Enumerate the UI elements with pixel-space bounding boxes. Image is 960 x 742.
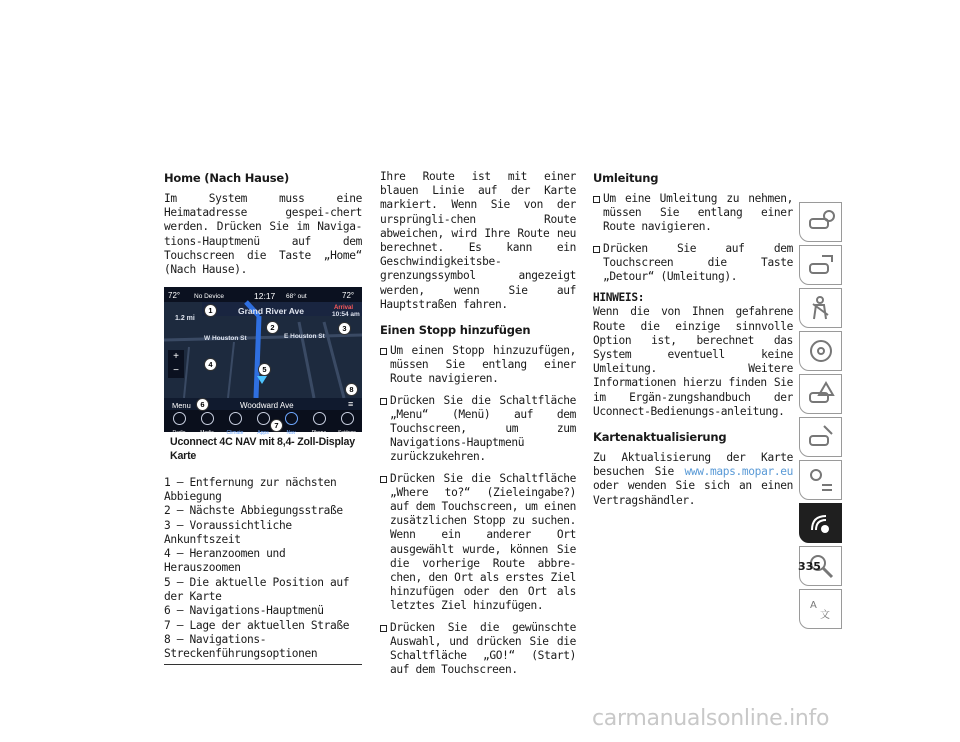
column-left: [164, 170, 362, 665]
tab-starting-operating[interactable]: [799, 331, 842, 371]
tab-servicing[interactable]: [799, 417, 842, 457]
distance-next-turn: 1.2 mi: [175, 315, 195, 323]
multimedia-icon: [808, 510, 834, 536]
heading-home: Home (Nach Hause): [164, 171, 290, 185]
tab-getting-to-know[interactable]: [799, 245, 842, 285]
tab-technical-specs[interactable]: [799, 460, 842, 500]
app-climate[interactable]: Climate: [224, 412, 246, 440]
svg-text:文: 文: [820, 610, 830, 621]
phone-signal-icon: [313, 412, 326, 425]
music-note-icon: [201, 412, 214, 425]
callout-8: 8: [345, 383, 358, 396]
app-apps[interactable]: Apps: [252, 412, 274, 440]
current-street-bar: [164, 398, 362, 410]
legend-item: 8 – Navigations-Streckenführungsoptionen: [164, 632, 318, 661]
list-item: Um eine Umleitung zu nehmen, müssen Sie entlang einer Route navigieren.: [593, 192, 793, 235]
gear-icon: [341, 412, 354, 425]
watermark: carmanualsonline.info: [592, 706, 830, 731]
route-intro-text: Ihre Route ist mit einer blauen Linie auf der Karte markiert. Wenn Sie von der ursprüngli-chen Route abweichen, wird Ihre Route neu berechnet. Es kann ein Geschwindigkeitsbe-grenzungssymbol angezeigt werden, wenn Sie auf Hauptstraßen fahren.: [380, 170, 576, 311]
zoom-in-button[interactable]: +: [173, 351, 179, 363]
legend-item: 2 – Nächste Abbiegungsstraße: [164, 504, 343, 518]
zoom-controls: [168, 350, 184, 378]
tab-safety[interactable]: [799, 288, 842, 328]
device-status: No Device: [194, 293, 224, 301]
temp-left: 72°: [168, 291, 181, 301]
heading-map-update: Kartenaktualisierung: [593, 430, 727, 445]
status-bar: [164, 287, 362, 302]
add-stop-list: [380, 344, 576, 677]
column-middle: [380, 170, 576, 685]
street-w-houston: W Houston St: [204, 335, 247, 343]
page-number: 335: [798, 560, 821, 573]
list-item: Drücken Sie die gewünschte Auswahl, und drücken Sie die Schaltfläche „GO!“ (Start) auf dem Touchscreen.: [380, 621, 576, 678]
warning-car-icon: [808, 381, 834, 407]
tab-languages[interactable]: [799, 589, 842, 629]
arrival-time: 10:54 am: [332, 311, 360, 319]
app-nav[interactable]: Nav: [280, 412, 302, 440]
figure-caption: Uconnect 4C NAV mit 8,4- Zoll-Display Karte: [170, 436, 355, 463]
legend-divider: [164, 664, 362, 665]
app-radio[interactable]: Radio: [168, 412, 190, 440]
outside-temp: 68° out: [286, 293, 307, 301]
car-info-icon: [808, 209, 834, 235]
map-update-text: Zu Aktualisierung der Karte besuchen Sie www.maps.mopar.eu oder wenden Sie sich an einen Vertragshändler.: [593, 451, 793, 507]
tab-multimedia[interactable]: [799, 503, 842, 543]
app-bar: [164, 410, 362, 437]
temp-right: 72°: [342, 291, 355, 301]
app-settings[interactable]: Settings: [336, 412, 358, 440]
column-right: [593, 170, 793, 508]
compass-icon: [285, 412, 298, 425]
note-label: HINWEIS:: [593, 291, 645, 305]
map-view[interactable]: [164, 302, 362, 398]
legend-item: 6 – Navigations-Hauptmenü: [164, 604, 324, 618]
current-street: Woodward Ave: [240, 401, 294, 411]
route-options-icon[interactable]: ≡: [348, 399, 354, 410]
nav-screen-figure: [164, 287, 362, 437]
heading-add-stop: Einen Stopp hinzufügen: [380, 323, 531, 338]
language-icon: [808, 596, 834, 622]
detour-list: [593, 192, 793, 284]
callout-4: 4: [204, 358, 217, 371]
fan-icon: [229, 412, 242, 425]
next-turn-street: Grand River Ave: [238, 306, 304, 317]
list-item: Drücken Sie die Schaltfläche „Menu“ (Menü) auf dem Touchscreen, um zum Navigations-Hauptmenü zurückzukehren.: [380, 394, 576, 465]
legend-item: 7 – Lage der aktuellen Straße: [164, 618, 350, 632]
list-item: Um einen Stopp hinzuzufügen, müssen Sie entlang einer Route navigieren.: [380, 344, 576, 387]
gear-list-icon: [808, 467, 834, 493]
steering-wheel-icon: [808, 338, 834, 364]
callout-1: 1: [204, 304, 217, 317]
svg-text:A: A: [810, 600, 817, 611]
list-item: Drücken Sie die Schaltfläche „Where to?“ (Zieleingabe?) auf dem Touchscreen, um einen zusätzlichen Stopp zu suchen. Wenn ein anderer Ort ausgewählt wurde, können Sie die vorherige Route abbre-chen, den Ort als erstes Ziel hinzufügen oder den Ort als letztes Ziel hinzufügen.: [380, 472, 576, 614]
radio-icon: [173, 412, 186, 425]
clock: 12:17: [254, 291, 276, 302]
home-intro-text: Im System muss eine Heimatadresse gespei-chert werden. Drücken Sie im Naviga-tions-Hauptmenü auf dem Touchscreen die Taste „Home“ (Nach Hause).: [164, 192, 362, 277]
heading-detour: Umleitung: [593, 171, 659, 185]
zoom-out-button[interactable]: −: [173, 365, 179, 377]
note-text: Wenn die von Ihnen gefahrene Route die einzige sinnvolle Option ist, berechnet das System eventuell keine Umleitung. Weitere Informationen hierzu finden Sie im Ergän-zungshandbuch der Uconnect-Bedienungs-anleitung.: [593, 305, 793, 418]
callout-3: 3: [338, 322, 351, 335]
figure-legend: [164, 476, 362, 662]
uconnect-icon: [257, 412, 270, 425]
app-media[interactable]: Media: [196, 412, 218, 440]
arrival-label: Arrival: [334, 305, 354, 312]
legend-item: 5 – Die aktuelle Position auf der Karte: [164, 575, 350, 603]
seatbelt-icon: [808, 295, 834, 321]
callout-2: 2: [266, 321, 279, 334]
mopar-maps-link[interactable]: www.maps.mopar.eu: [684, 465, 793, 479]
callout-5: 5: [258, 363, 271, 376]
legend-item: 4 – Heranzoomen und Herauszoomen: [164, 547, 286, 575]
tab-emergency[interactable]: [799, 374, 842, 414]
callout-6: 6: [196, 398, 209, 411]
callout-7: 7: [270, 419, 283, 432]
car-key-icon: [808, 252, 834, 278]
list-item: Drücken Sie auf dem Touchscreen die Taste „Detour“ (Umleitung).: [593, 242, 793, 285]
legend-item: 1 – Entfernung zur nächsten Abbiegung: [164, 475, 337, 503]
legend-item: 3 – Voraussichtliche Ankunftszeit: [164, 518, 292, 546]
car-service-icon: [808, 424, 834, 450]
menu-button[interactable]: Menu: [172, 401, 191, 411]
app-phone[interactable]: Phone: [308, 412, 330, 440]
street-e-houston: E Houston St: [284, 333, 325, 341]
tab-introduction[interactable]: [799, 202, 842, 242]
